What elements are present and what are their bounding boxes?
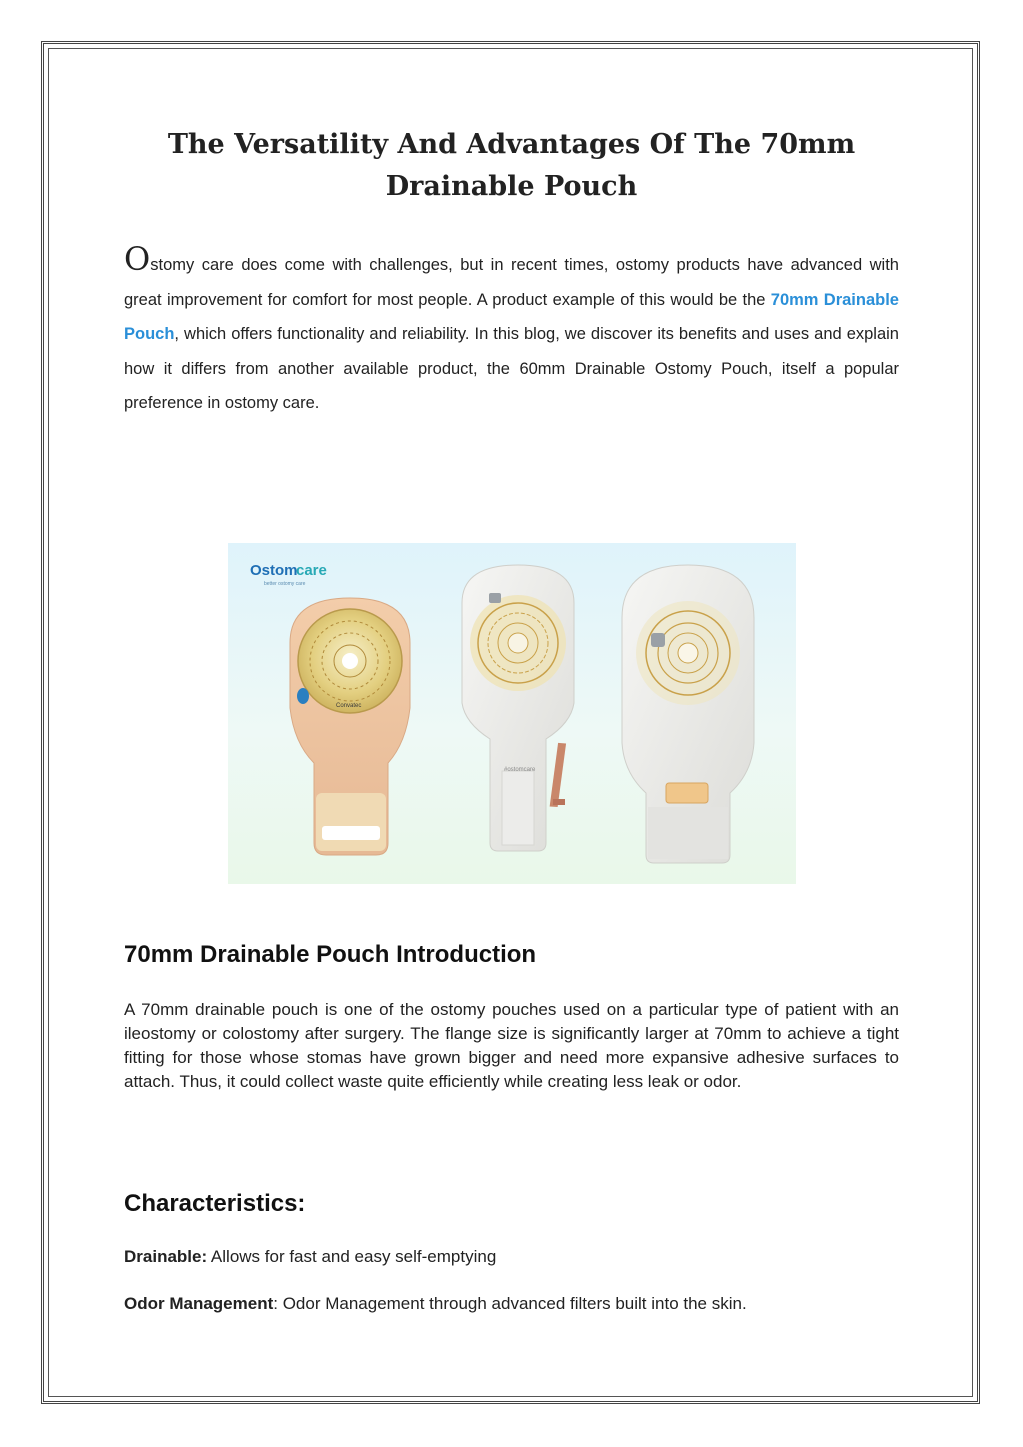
svg-text:Convatec: Convatec xyxy=(336,703,362,709)
intro-paragraph xyxy=(124,240,899,421)
page-title: The Versatility And Advantages Of The 70mm Drainable Pouch xyxy=(167,129,856,202)
product-image xyxy=(228,543,796,884)
intro-text-end: , which offers functionality and reliability. In this blog, we discover its benefits and uses and explain how it differs from another available product, the 60mm Drainable Ostomy Pouch, itself a popular preference in ostomy care. xyxy=(124,325,899,412)
brand-tagline: better ostomy care xyxy=(264,581,306,587)
brand-logo-prefix: Ostom xyxy=(250,562,298,579)
beige-pouch xyxy=(290,598,410,855)
characteristic-label: Odor Management xyxy=(124,1294,274,1313)
characteristic-item xyxy=(124,1294,747,1314)
brand-logo-suffix: care xyxy=(296,562,327,579)
section-heading-introduction: 70mm Drainable Pouch Introduction xyxy=(124,941,537,968)
clear-pouch-large xyxy=(622,565,754,863)
product-photo-illustration xyxy=(228,543,796,884)
brand-logo xyxy=(250,562,327,587)
section-heading-characteristics: Characteristics: xyxy=(124,1190,306,1217)
product-link[interactable]: 70mm Drainable Pouch xyxy=(124,290,899,343)
pouch-label: #ostomcare xyxy=(504,767,536,773)
characteristic-label: Drainable: xyxy=(124,1247,208,1266)
characteristic-item xyxy=(124,1247,496,1267)
intro-text-start: stomy care does come with challenges, but in recent times, ostomy products have advanced with great improvement for comfort for most people. A product example of this would be the xyxy=(124,256,899,309)
introduction-paragraph: A 70mm drainable pouch is one of the ostomy pouches used on a particular type of patient with an ileostomy or colostomy after surgery. The flange size is significantly larger at 70mm to achieve a tight fitting for those whose stomas have grown bigger and need more expansive adhesive surfaces to attach. Thus, it could collect waste quite efficiently while creating less leak or odor. xyxy=(124,1000,899,1091)
drop-cap: O xyxy=(124,240,151,278)
characteristic-text: Allows for fast and easy self-emptying xyxy=(207,1247,497,1266)
clear-pouch-with-tail-clip xyxy=(462,565,574,851)
characteristic-text: : Odor Management through advanced filters built into the skin. xyxy=(273,1294,747,1313)
